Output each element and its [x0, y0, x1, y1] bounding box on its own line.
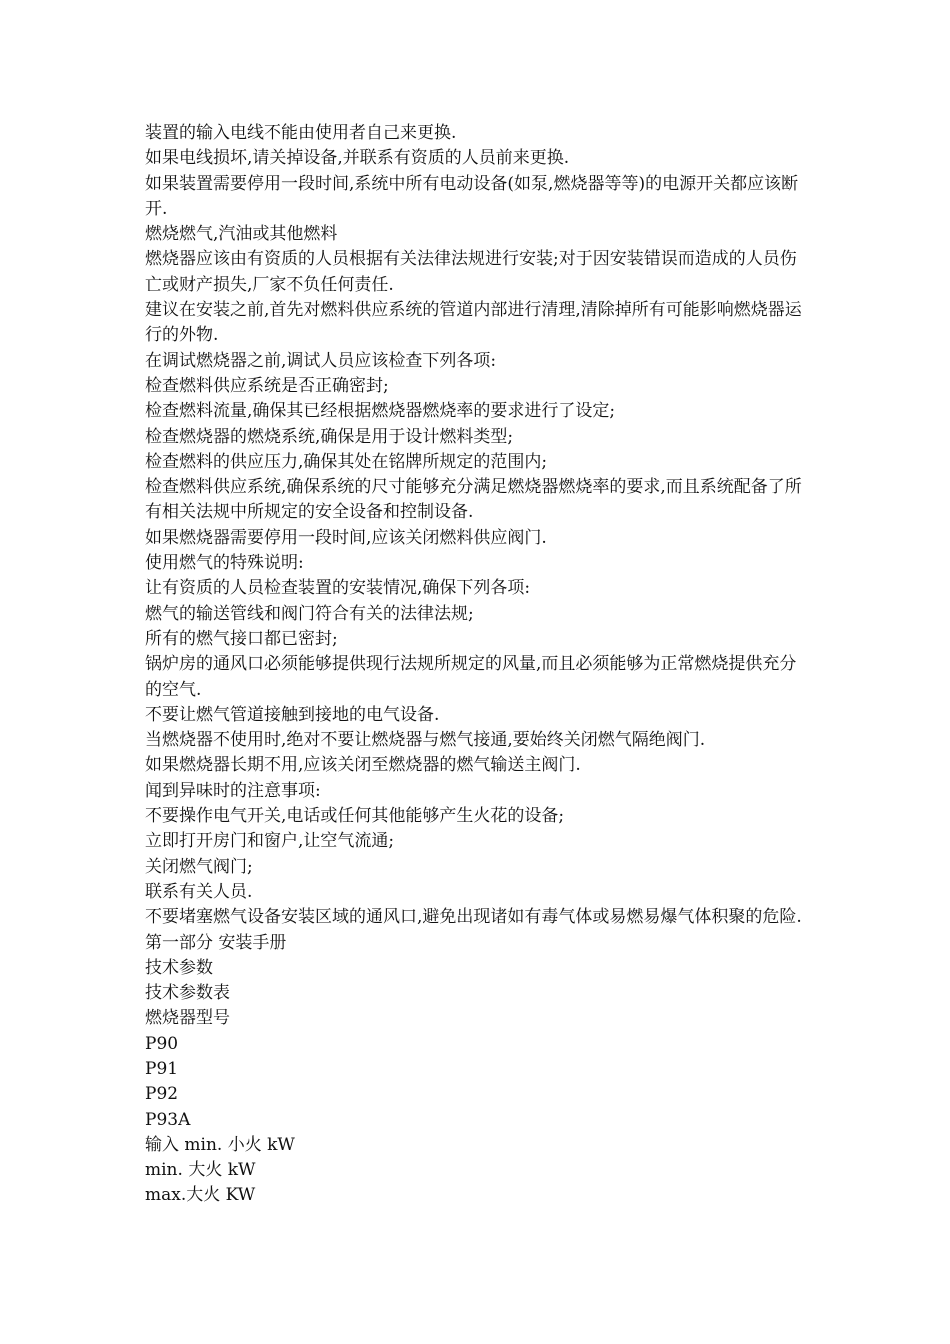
paragraph-pipe-cleaning: 建议在安装之前,首先对燃料供应系统的管道内部进行清理,清除掉所有可能影响燃烧器运行的外物. — [145, 300, 802, 346]
list-item-contact-personnel: 联系有关人员. — [145, 881, 253, 902]
paragraph-qualified-installation: 燃烧器应该由有资质的人员根据有关法律法规进行安装;对于因安装错误而造成的人员伤亡或财产损失,厂家不负任何责任. — [145, 249, 797, 295]
section-heading-odor: 闻到异味时的注意事项: — [145, 780, 321, 801]
paragraph-vent-blocking: 不要堵塞燃气设备安装区域的通风口,避免出现诸如有毒气体或易燃易爆气体积聚的危险. — [145, 907, 802, 928]
model-p90: P90 — [145, 1033, 179, 1054]
document-page — [145, 121, 809, 1209]
list-item-no-sparks: 不要操作电气开关,电话或任何其他能够产生火花的设备; — [145, 806, 565, 827]
paragraph-gas-inspection: 让有资质的人员检查装置的安装情况,确保下列各项: — [145, 578, 531, 599]
paragraph-cable-damage: 如果电线损坏,请关掉设备,并联系有资质的人员前来更换. — [145, 148, 570, 169]
paragraph-grounding: 不要让燃气管道接触到接地的电气设备. — [145, 704, 440, 725]
paragraph-commissioning-checks: 在调试燃烧器之前,调试人员应该检查下列各项: — [145, 350, 497, 371]
param-min-high-fire: min. 大火 kW — [145, 1160, 256, 1181]
section-heading-gas-notes: 使用燃气的特殊说明: — [145, 553, 304, 574]
param-input-min-low-fire: 输入 min. 小火 kW — [145, 1134, 295, 1155]
param-max-high-fire: max.大火 KW — [145, 1185, 256, 1206]
section-heading-fuels: 燃烧燃气,汽油或其他燃料 — [145, 224, 338, 245]
paragraph-main-valve: 如果燃烧器长期不用,应该关闭至燃烧器的燃气输送主阀门. — [145, 755, 581, 776]
section-heading-technical-parameters: 技术参数 — [145, 957, 213, 978]
list-item-open-windows: 立即打开房门和窗户,让空气流通; — [145, 831, 395, 852]
list-item-pressure: 检查燃料的供应压力,确保其处在铭牌所规定的范围内; — [145, 451, 548, 472]
paragraph-isolation-valve: 当燃烧器不使用时,绝对不要让燃烧器与燃气接通,要始终关闭燃气隔绝阀门. — [145, 730, 706, 751]
model-p93a: P93A — [145, 1109, 191, 1130]
model-p91: P91 — [145, 1058, 179, 1079]
list-item-close-gas-valve: 关闭燃气阀门; — [145, 856, 253, 877]
paragraph-input-cable: 装置的输入电线不能由使用者自己来更换. — [145, 123, 457, 143]
table-label-burner-model: 燃烧器型号 — [145, 1008, 230, 1029]
part-heading-installation-manual: 第一部分 安装手册 — [145, 932, 287, 953]
paragraph-close-fuel-valve: 如果燃烧器需要停用一段时间,应该关闭燃料供应阀门. — [145, 527, 547, 548]
list-item-ventilation: 锅炉房的通风口必须能够提供现行法规所规定的风量,而且必须能够为正常燃烧提供充分的空气. — [145, 654, 797, 700]
list-item-sealing: 检查燃料供应系统是否正确密封; — [145, 375, 389, 396]
list-item-supply-system: 检查燃料供应系统,确保系统的尺寸能够充分满足燃烧器燃烧率的要求,而且系统配备了所有相关法规中所规定的安全设备和控制设备. — [145, 477, 802, 523]
list-item-gas-connections: 所有的燃气接口都已密封; — [145, 628, 338, 649]
paragraph-shutdown-power: 如果装置需要停用一段时间,系统中所有电动设备(如泵,燃烧器等等)的电源开关都应该断开. — [145, 173, 799, 219]
model-p92: P92 — [145, 1084, 179, 1105]
table-title-technical-parameters: 技术参数表 — [145, 983, 230, 1004]
list-item-combustion-system: 检查燃烧器的燃烧系统,确保是用于设计燃料类型; — [145, 426, 514, 447]
list-item-gas-pipeline: 燃气的输送管线和阀门符合有关的法律法规; — [145, 603, 474, 624]
list-item-flow: 检查燃料流量,确保其已经根据燃烧器燃烧率的要求进行了设定; — [145, 401, 616, 422]
